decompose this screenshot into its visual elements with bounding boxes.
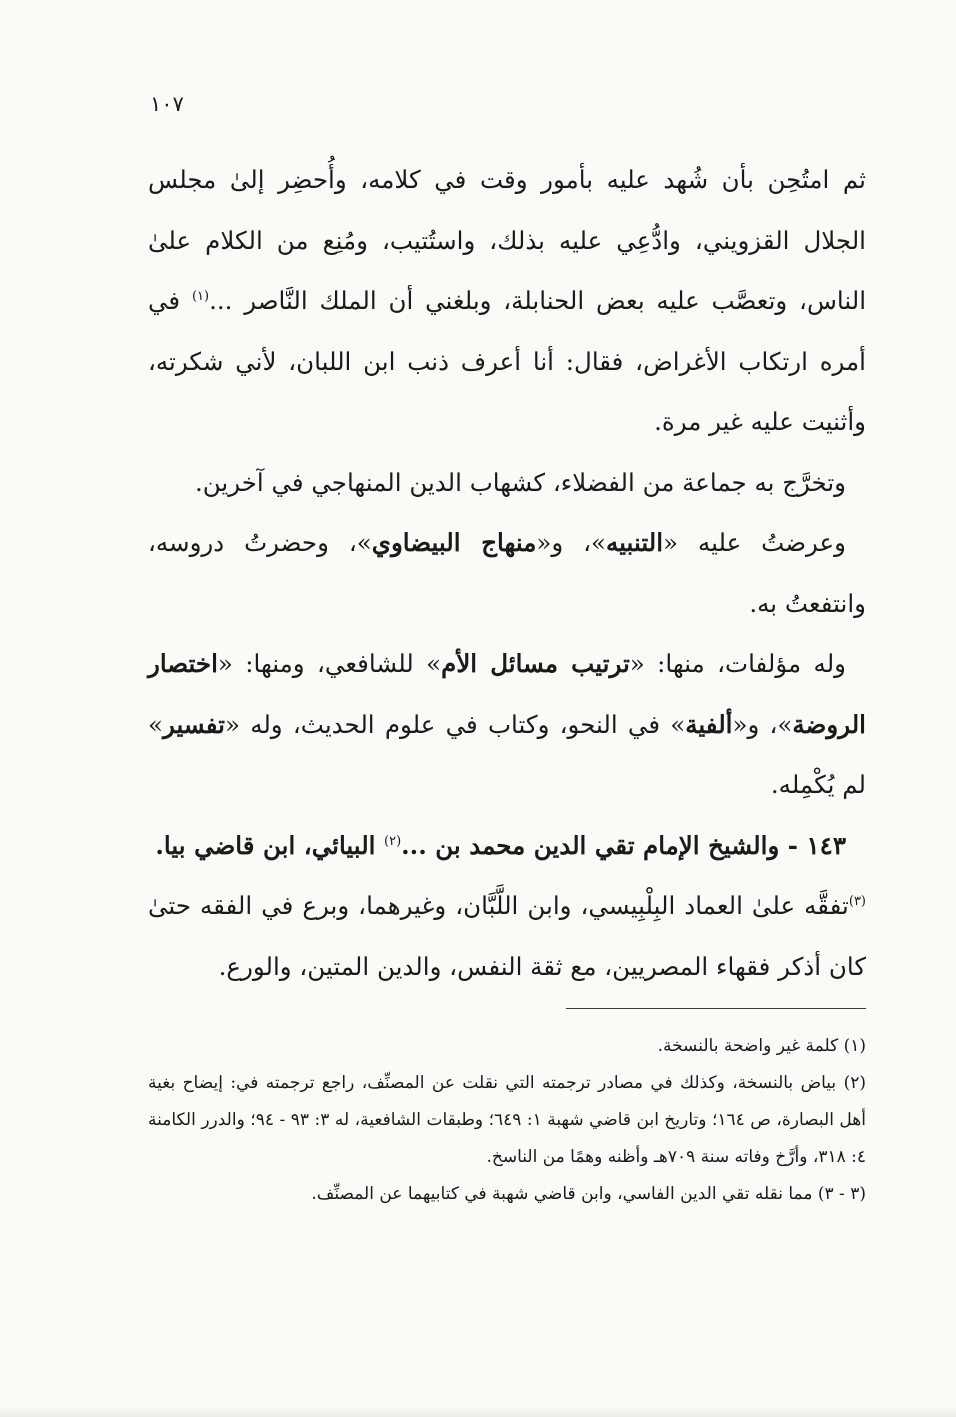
- paragraph-3-part-c: »، وحضرتُ دروسه، وانتفعتُ به.: [148, 528, 866, 618]
- entry-heading-part-a: ١٤٣ - والشيخ الإمام تقي الدين محمد بن ...: [401, 830, 846, 860]
- page-number: ١٠٧: [150, 92, 184, 116]
- paragraph-4: [148, 634, 866, 816]
- book-title-tafsir: تفسير: [163, 709, 225, 739]
- entry-heading-part-b: البيائي، ابن قاضي بيا.: [155, 830, 384, 860]
- paragraph-5-text: تفقَّه علىٰ العماد البِلْبِيسي، وابن اللَّبَّان، وغيرهما، وبرع في الفقه حتىٰ كان أذكر فقهاء المصريين، مع ثقة النفس، والدين المتين، والورع.: [148, 891, 866, 981]
- page-bottom-edge: [0, 1407, 956, 1417]
- paragraph-1-tail: في أمره ارتكاب الأغراض، فقال: أنا أعرف ذنب ابن اللبان، لأني شكرته، وأثنيت عليه غير مرة.: [148, 286, 866, 436]
- paragraph-5: [148, 876, 866, 997]
- paragraph-4-part-c: »، و«: [732, 709, 793, 739]
- entry-heading: [148, 816, 866, 877]
- book-title-tartib: ترتيب مسائل الأم: [441, 649, 630, 678]
- paragraph-3-part-b: »، و«: [536, 528, 607, 557]
- footnote-mark-3: (٣): [848, 893, 866, 909]
- footnote-mark-2: (٢): [384, 833, 402, 849]
- footnote-mark-1: (١): [191, 288, 210, 304]
- paragraph-3: [148, 513, 866, 634]
- paragraph-4-part-b: » للشافعي، ومنها: «: [217, 649, 442, 678]
- book-title-alfiya: ألفية: [685, 709, 733, 739]
- footnote-2: (٢) بياض بالنسخة، وكذلك في مصادر ترجمته التي نقلت عن المصنِّف، راجع ترجمته في: إيضاح بغية أهل البصارة، ص ١٦٤؛ وتاريخ ابن قاضي شهبة ١: ٦٤٩؛ وطبقات الشافعية، له ٣: ٩٣ - ٩٤؛ والدرر الكامنة ٤: ٣١٨، وأرَّخ وفاته سنة ٧٠٩هـ وأظنه وهمًا من الناسخ.: [148, 1073, 866, 1167]
- book-title-tanbih: التنبيه: [606, 528, 664, 557]
- paragraph-4-part-e: » لم يُكْمِله.: [148, 709, 866, 799]
- footnote-separator: [566, 1008, 866, 1009]
- paragraph-1: [148, 150, 866, 453]
- footnotes: [148, 1028, 866, 1213]
- paragraph-1-text: ثم امتُحِن بأن شُهد عليه بأمور وقت في كلامه، وأُحضِر إلىٰ مجلس الجلال القزويني، وادُّعِي عليه بذلك، واستُتيب، ومُنِع من الكلام علىٰ الناس، وتعصَّب عليه بعض الحنابلة، وبلغني أن الملك النَّاصر ...: [148, 165, 867, 315]
- book-title-ikhtisar: اختصار الروضة: [148, 649, 866, 739]
- paragraph-3-part-a: وعرضتُ عليه «: [663, 528, 847, 557]
- main-text: [148, 150, 866, 997]
- paragraph-2: وتخرَّج به جماعة من الفضلاء، كشهاب الدين المنهاجي في آخرين.: [194, 467, 846, 497]
- footnote-1: (١) كلمة غير واضحة بالنسخة.: [657, 1036, 866, 1056]
- paragraph-4-part-a: وله مؤلفات، منها: «: [629, 649, 846, 678]
- book-title-minhaj: منهاج البيضاوي: [371, 528, 537, 557]
- footnote-3: (٣ - ٣) مما نقله تقي الدين الفاسي، وابن قاضي شهبة في كتابيهما عن المصنِّف.: [311, 1184, 866, 1204]
- paragraph-4-part-d: » في النحو، وكتاب في علوم الحديث، وله «: [224, 709, 686, 739]
